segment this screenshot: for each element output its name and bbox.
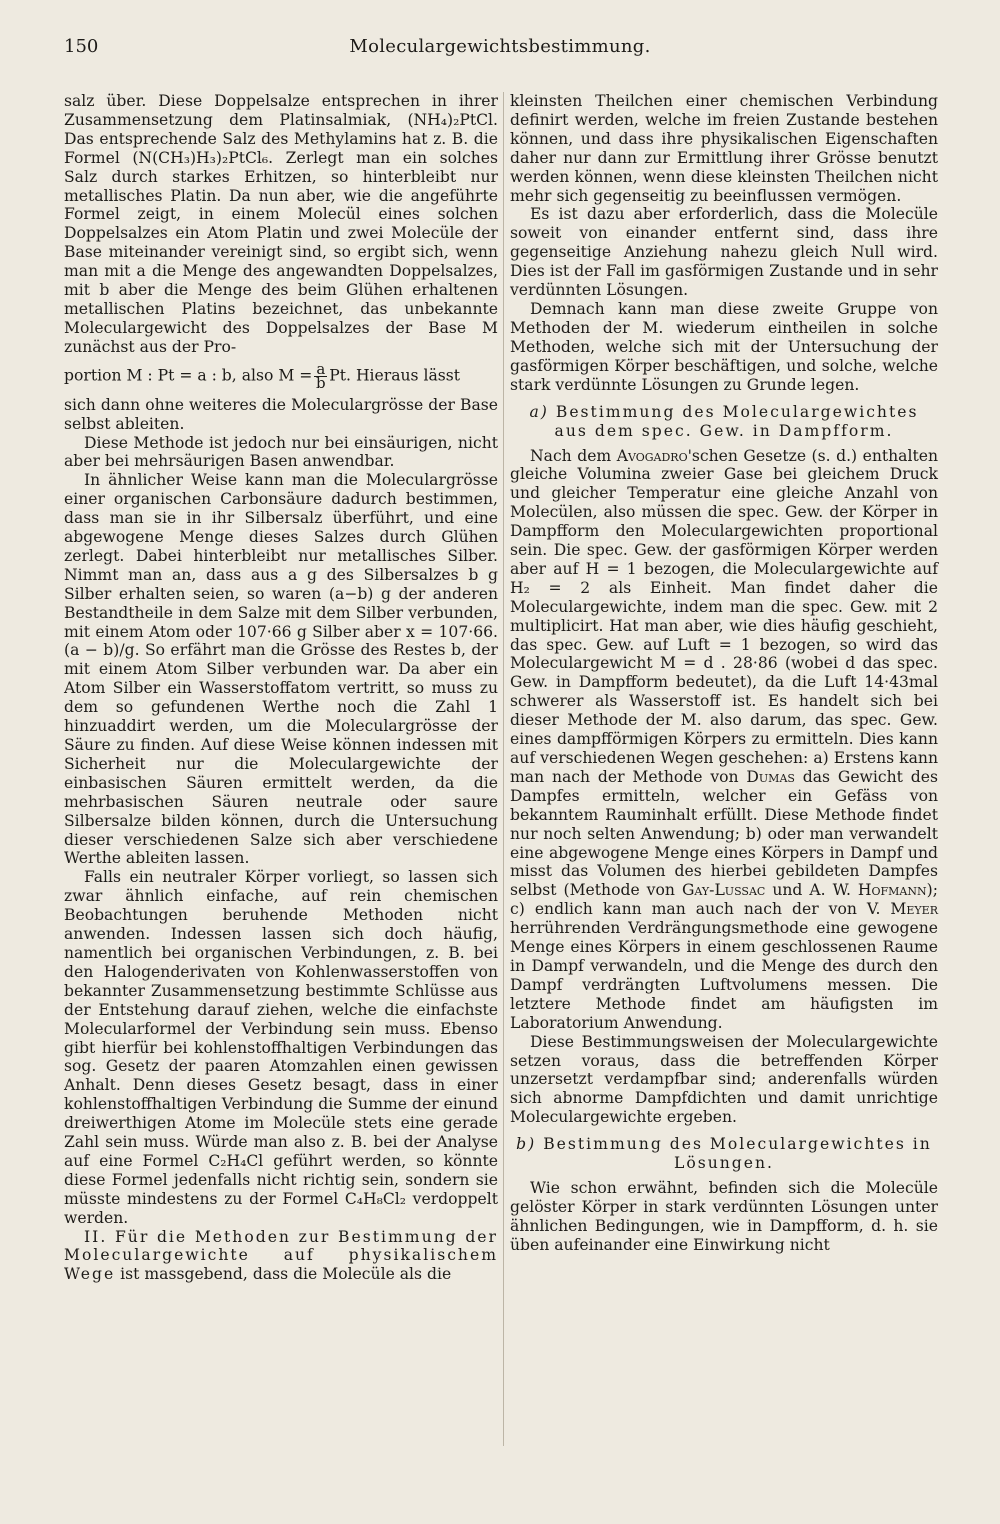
left-paragraph-1-end: sich dann ohne weiteres die Moleculargrösse der Base selbst ableiten. (64, 395, 498, 433)
name-hofmann: A. W. Hofmann (809, 881, 927, 900)
left-column (64, 92, 498, 1284)
name-avogadro: Avogadro (616, 446, 688, 465)
physical-methods-lead: II. Für die Methoden zur Bestimmung der Moleculargewichte auf physikalischem Wege (64, 1227, 498, 1284)
right-paragraph-1: kleinsten Theilchen einer chemischen Verbindung definirt werden, welche im freien Zustande bestehen können, und dass ihre physikalischen Eigenschaften daher nur dann zur Ermittlung ihrer Grösse benutzt werden können, wenn diese kleinsten Theilchen nicht mehr sich gegenseitig zu beeinflussen vermögen. (510, 92, 938, 205)
left-paragraph-1: salz über. Diese Doppelsalze entsprechen in ihrer Zusammensetzung dem Platinsalmiak, (NH₄)₂PtCl. Das entsprechende Salz des Methylamins hat z. B. die Formel (N(CH₃)H₃)₂PtCl₆. Zerlegt man ein solches Salz durch starkes Erhitzen, so hinterbleibt nur metallisches Platin. Da nun aber, wie die angeführte Formel zeigt, in einem Molecül eines solchen Doppelsalzes ein Atom Platin und zwei Molecüle der Base miteinander vereinigt sind, so ergibt sich, wenn man mit a die Menge des angewandten Doppelsalzes, mit b aber die Menge des beim Glühen erhaltenen metallischen Platins bezeichnet, das unbekannte Moleculargewicht des Doppelsalzes der Base M zunächst aus der Pro- (64, 92, 498, 356)
left-paragraph-5: II. Für die Methoden zur Bestimmung der Moleculargewichte auf physikalischem Wege ist massgebend, dass die Molecüle als die (64, 1227, 498, 1284)
running-title: Moleculargewichtsbestimmung. (349, 36, 651, 57)
right-paragraph-4: Nach dem Avogadro'schen Gesetze (s. d.) enthalten gleiche Volumina zweier Gase bei gleichem Druck und gleicher Temperatur eine gleiche Anzahl von Molecülen, also müssen die spec. Gew. der Körper in Dampfform den Moleculargewichten proportional sein. Die spec. Gew. der gasförmigen Körper werden aber auf H = 1 bezogen, die Moleculargewichte auf H₂ = 2 als Einheit. Man findet daher die Moleculargewichte, indem man die spec. Gew. mit 2 multiplicirt. Hat man aber, wie dies häufig geschieht, das spec. Gew. auf Luft = 1 bezogen, so wird das Moleculargewicht M = d . 28·86 (wobei d das spec. Gew. in Dampfform bedeutet), da die Luft 14·43mal schwerer als Wasserstoff ist. Es handelt sich bei dieser Methode der M. also darum, das spec. Gew. eines dampfförmigen Körpers zu ermitteln. Dies kann auf verschiedenen Wegen geschehen: a) Erstens kann man nach der Methode von Dumas das Gewicht des Dampfes ermitteln, welcher ein Gefäss von bekanntem Rauminhalt erfüllt. Diese Methode findet nur noch selten Anwendung; b) oder man verwandelt eine abgewogene Menge eines Körpers in Dampf und misst das Volumen des hierbei gebildeten Dampfes selbst (Methode von Gay-Lussac und A. W. Hofmann); c) endlich kann man auch nach der von V. Meyer herrührenden Verdrängungsmethode eine gewogene Menge eines Körpers in einem geschlossenen Raume in Dampf verwandeln, und die Menge des durch den Dampf verdrängten Luftvolumens messen. Die letztere Methode findet am häufigsten im Laboratorium Anwendung. (510, 446, 939, 1032)
left-paragraph-3: In ähnlicher Weise kann man die Moleculargrösse einer organischen Carbonsäure dadurch bestimmen, dass man sie in ihr Silbersalz überführt, und eine abgewogene Menge dieses Salzes durch Glühen zerlegt. Dabei hinterbleibt nur metallisches Silber. Nimmt man an, dass aus a g des Silbersalzes b g Silber erhalten seien, so waren (a−b) g der anderen Bestandtheile in dem Salze mit dem Silber verbunden, mit einem Atom oder 107·66 g Silber aber x = 107·66. (a − b)/g. So erfährt man die Grösse des Restes b, der mit einem Atom Silber verbunden war. Da aber ein Atom Silber ein Wasserstoffatom vertritt, so muss zu dem so gefundenen Werthe noch die Zahl 1 hinzuaddirt werden, um die Moleculargrösse der Säure zu finden. Auf diese Weise können indessen mit Sicherheit nur die Moleculargewichte der einbasischen Säuren ermittelt werden, da die mehrbasischen Säuren neutrale oder saure Silbersalze bilden können, durch die Untersuchung dieser verschiedenen Salze sich aber verschiedene Werthe ableiten lassen. (64, 471, 498, 868)
right-paragraph-3: Demnach kann man diese zweite Gruppe von Methoden der M. wiederum eintheilen in solche Methoden, welche sich mit der Untersuchung der gasförmigen Körper beschäftigen, und solche, welche stark verdünnte Lösungen zu Grunde legen. (510, 299, 938, 394)
name-meyer: V. Meyer (866, 900, 938, 919)
name-gay-lussac: Gay-Lussac (681, 881, 766, 900)
right-paragraph-5: Diese Bestimmungsweisen der Moleculargewichte setzen voraus, dass die betreffenden Körper unzersetzt verdampfbar sind; anderenfalls würden sich abnorme Dampfdichten und damit unrichtige Moleculargewichte ergeben. (510, 1032, 938, 1127)
left-paragraph-4: Falls ein neutraler Körper vorliegt, so lassen sich zwar ähnlich einfache, auf rein chemischen Beobachtungen beruhende Methoden nicht anwenden. Indessen lassen sich doch häufig, namentlich bei organischen Verbindungen, z. B. bei den Halogenderivaten von Kohlenwasserstoffen von bekannter Zusammensetzung bestimmte Schlüsse aus der Entstehung darauf ziehen, welche die einfachste Molecularformel der Verbindung sein muss. Ebenso gibt hierfür bei kohlenstoffhaltigen Verbindungen das sog. Gesetz der paaren Atomzahlen einen gewissen Anhalt. Denn dieses Gesetz besagt, dass in einer kohlenstoffhaltigen Verbindung die Summe der einund dreiwerthigen Atome im Molecüle stets eine gerade Zahl sein muss. Würde man also z. B. bei der Analyse auf eine Formel C₂H₄Cl geführt werden, so könnte diese Formel jedenfalls nicht richtig sein, sondern sie müsste mindestens zu der Formel C₄H₈Cl₂ verdoppelt werden. (64, 868, 498, 1227)
right-column (510, 92, 938, 1255)
fraction-a-over-b: $\frac{a}{b}$ (316, 359, 326, 392)
section-heading-a: a) Bestimmung des Moleculargewichtes aus dem spec. Gew. in Dampfform. (529, 402, 919, 440)
page-header (64, 36, 936, 66)
left-paragraph-2: Diese Methode ist jedoch nur bei einsäurigen, nicht aber bei mehrsäurigen Basen anwendbar. (64, 433, 498, 471)
right-paragraph-2: Es ist dazu aber erforderlich, dass die Molecüle soweit von einander entfernt sind, dass ihre gegenseitige Anziehung nahezu gleich Null wird. Dies ist der Fall im gasförmigen Zustande und in sehr verdünnten Lösungen. (510, 205, 938, 300)
page-number: 150 (64, 36, 99, 57)
column-divider (503, 92, 504, 1446)
section-heading-b: b) Bestimmung des Moleculargewichtes in Lösungen. (516, 1135, 932, 1173)
proportion-formula: portion M : Pt = a : b, also M = $\frac{a}{b}$ Pt. Hieraus lässt (64, 359, 461, 392)
name-dumas: Dumas (746, 767, 795, 786)
right-paragraph-6: Wie schon erwähnt, befinden sich die Molecüle gelöster Körper in stark verdünnten Lösungen unter ähnlichen Bedingungen, wie in Dampfform, d. h. sie üben aufeinander eine Einwirkung nicht (510, 1179, 938, 1254)
